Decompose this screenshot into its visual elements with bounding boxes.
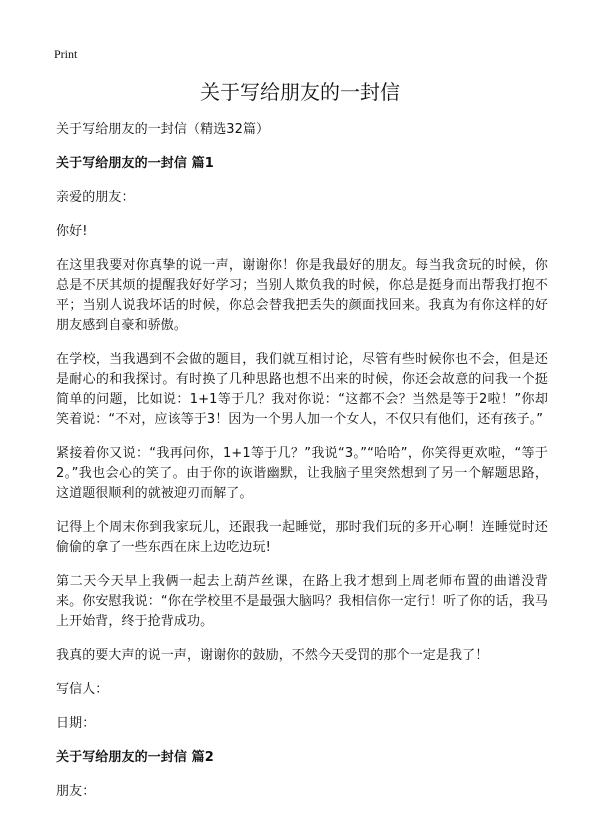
letter-paragraph: 第二天今天早上我俩一起去上葫芦丝课，在路上我才想到上周老师布置的曲谱没背来。你安慰我说：“你在学校里不是最强大脑吗？我相信你一定行！听了你的话，我马上开始背，终于抢背成功。 (56, 574, 548, 629)
letter-greeting-1: 亲爱的朋友： (56, 190, 135, 205)
print-label: Print (54, 47, 78, 61)
section-heading-2: 关于写给朋友的一封信 篇2 (56, 750, 214, 765)
letter-paragraph: 在学校，当我遇到不会做的题目，我们就互相讨论，尽管有些时候你也不会，但是还是耐心的和我探讨。有时换了几种思路也想不出来的时候，你还会故意的问我一个挺简单的问题，比如说：1+1等于几？我对你说：“这都不会？当然是等于2啦！”你却笑着说：“不对，应该等于3！因为一个男人加一个女人，不仅只有他们，还有孩子。” (56, 352, 548, 427)
document-subtitle: 关于写给朋友的一封信（精选32篇） (56, 122, 270, 137)
letter-paragraph: 在这里我要对你真挚的说一声，谢谢你！你是我最好的朋友。每当我贪玩的时候，你总是不厌其烦的提醒我好好学习；当别人欺负我的时候，你总是挺身而出帮我打抱不平；当别人说我坏话的时候，你总会替我把丢失的颜面找回来。我真为有你这样的好朋友感到自豪和骄傲。 (56, 258, 548, 333)
section-heading-1: 关于写给朋友的一封信 篇1 (56, 156, 214, 171)
letter-paragraph: 我真的要大声的说一声，谢谢你的鼓励，不然今天受罚的那个一定是我了！ (56, 648, 489, 663)
page-title: 关于写给朋友的一封信 (200, 80, 400, 104)
letter-paragraph: 紧接着你又说：“我再问你，1+1等于几？”我说“3。”“哈哈”，你笑得更欢啦，“等于2。”我也会心的笑了。由于你的诙谐幽默，让我脑子里突然想到了另一个解题思路，这道题很顺利的就被迎刃而解了。 (56, 446, 548, 501)
letter-greeting-2: 朋友： (56, 784, 96, 799)
letter-date: 日期： (56, 716, 96, 731)
letter-signature: 写信人： (56, 682, 109, 697)
letter-paragraph: 记得上个周末你到我家玩儿，还跟我一起睡觉，那时我们玩的多开心啊！连睡觉时还偷偷的拿了一些东西在床上边吃边玩! (56, 520, 548, 555)
document-body (56, 120, 548, 816)
letter-salutation-1: 你好! (56, 224, 88, 239)
